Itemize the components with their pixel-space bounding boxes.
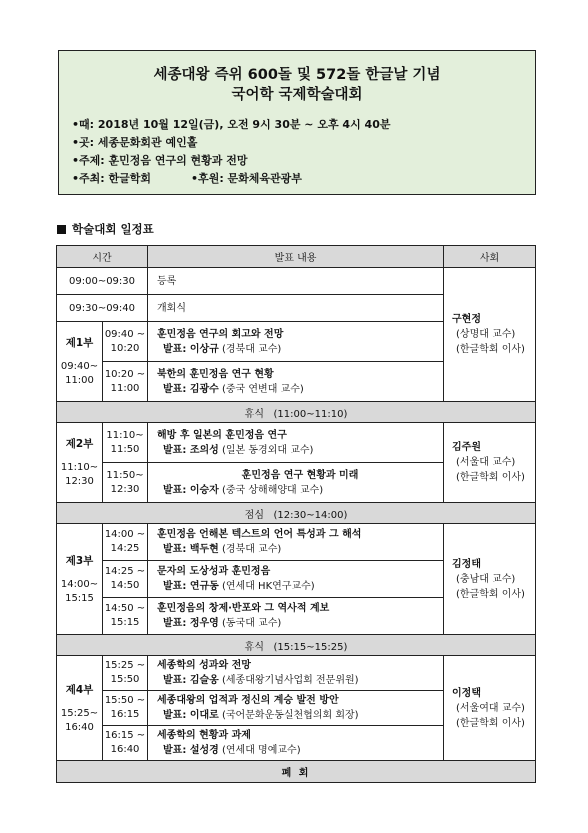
- chair-cell-4: [444, 656, 536, 761]
- presentation-cell: [148, 362, 444, 402]
- speaker-label: 발표:: [163, 343, 190, 355]
- part-name: 제3부: [65, 554, 94, 567]
- break-label: 휴식: [244, 641, 264, 653]
- topic: 북한의 훈민정음 연구 현황: [157, 368, 274, 380]
- speaker-affiliation: (경북대 교수): [222, 544, 282, 555]
- slot-time: [103, 561, 148, 598]
- chair-role: (서울대 교수): [456, 457, 516, 468]
- presentation-cell: [148, 656, 444, 691]
- presentation-cell: [148, 423, 444, 463]
- part-name: 제4부: [65, 683, 94, 696]
- slot-time: [103, 656, 148, 691]
- header-chair: 사회: [444, 246, 536, 268]
- content-cell: [148, 268, 444, 295]
- chair-name: 구현정: [452, 314, 481, 325]
- slot-start: 15:50 ~: [104, 695, 146, 706]
- table-row: [57, 423, 536, 463]
- table-header-row: [57, 246, 536, 268]
- chair-role: (한글학회 이사): [456, 588, 525, 600]
- closing-cell: 폐 회: [57, 761, 536, 783]
- time-cell: 09:30~09:40: [57, 295, 148, 322]
- presentation-cell: [148, 524, 444, 561]
- speaker-line: [157, 579, 443, 594]
- section-title: [57, 221, 154, 237]
- slot-start: 15:25 ~: [104, 660, 146, 671]
- speaker-line: [157, 616, 443, 631]
- chair-role: (한글학회 이사): [456, 472, 525, 483]
- registration-text: 등록: [157, 275, 177, 287]
- speaker-label: 발표:: [163, 383, 190, 395]
- speaker-affiliation: (연세대 HK연구교수): [222, 581, 315, 592]
- speaker-name: 이승자: [189, 484, 219, 496]
- event-title-line2: 국어학 국제학술대회: [231, 87, 363, 103]
- break-time: (11:00~11:10): [273, 408, 348, 420]
- info-place: [72, 134, 197, 150]
- presentation-cell: [148, 561, 444, 598]
- speaker-name: 설성경: [189, 745, 219, 756]
- speaker-name: 김광수: [189, 383, 219, 395]
- slot-time: [103, 726, 148, 761]
- slot-time: [103, 691, 148, 726]
- speaker-line: [157, 342, 443, 357]
- topic: 해방 후 일본의 훈민정음 연구: [157, 429, 287, 441]
- speaker-line: [157, 382, 443, 397]
- opening-ceremony-text: 개회식: [157, 302, 186, 314]
- part-time: 11:10~ 12:30: [60, 462, 99, 487]
- header-content: 발표 내용: [148, 246, 444, 268]
- chair-role: (서울여대 교수): [456, 702, 525, 714]
- slot-start: 11:10~: [106, 429, 144, 441]
- slot-start: 16:15 ~: [104, 730, 146, 741]
- slot-time: [103, 598, 148, 635]
- part-time: 09:40~ 11:00: [60, 361, 99, 386]
- event-title-line1: 세종대왕 즉위 600돌 및 572돌 한글날 기념: [153, 67, 441, 83]
- speaker-affiliation: (일본 동경외대 교수): [222, 444, 314, 456]
- info-sponsor-value: 문화체육관광부: [227, 172, 302, 185]
- info-host-value: 한글학회: [108, 172, 152, 185]
- closing-row: [57, 761, 536, 783]
- topic: 훈민정음의 창제·반포와 그 역사적 계보: [157, 603, 330, 614]
- part-cell: [57, 423, 103, 503]
- slot-end: 15:15: [110, 617, 140, 628]
- break-label: 휴식: [244, 408, 264, 420]
- speaker-name: 정우영: [189, 618, 219, 629]
- speaker-line: [157, 743, 443, 758]
- speaker-name: 연규동: [189, 581, 219, 592]
- info-theme-value: 훈민정음 연구의 현황과 전망: [108, 154, 248, 167]
- topic: 훈민정음 연구의 회고와 전망: [157, 328, 284, 340]
- slot-end: 16:40: [110, 744, 140, 755]
- chair-cell-2: [444, 423, 536, 503]
- slot-end: 10:20: [110, 342, 140, 354]
- table-row: [57, 268, 536, 295]
- speaker-line: [157, 483, 443, 498]
- presentation-cell: [148, 598, 444, 635]
- speaker-affiliation: (중국 연변대 교수): [222, 383, 304, 395]
- speaker-label: 발표:: [163, 675, 190, 686]
- break-row: [57, 402, 536, 423]
- info-theme-label: •주제:: [72, 154, 109, 167]
- slot-time: [103, 362, 148, 402]
- info-host-label: •주최:: [72, 172, 109, 185]
- square-bullet-icon: [57, 225, 66, 234]
- speaker-line: [157, 542, 443, 557]
- speaker-line: [157, 708, 443, 723]
- speaker-label: 발표:: [163, 444, 190, 456]
- speaker-label: 발표:: [163, 484, 190, 496]
- speaker-affiliation: (경북대 교수): [222, 343, 282, 355]
- slot-end: 11:50: [110, 443, 140, 455]
- speaker-affiliation: (연세대 명예교수): [222, 745, 301, 756]
- part-time: 14:00~ 15:15: [60, 578, 99, 604]
- topic: 세종학의 성과와 전망: [157, 660, 251, 671]
- chair-role: (한글학회 이사): [456, 344, 525, 355]
- info-sponsor-label: •후원:: [191, 172, 228, 185]
- speaker-label: 발표:: [163, 710, 190, 721]
- slot-start: 14:50 ~: [104, 603, 146, 614]
- lunch-cell: [57, 503, 536, 524]
- part-cell: [57, 524, 103, 635]
- chair-name: 이정택: [452, 687, 481, 699]
- chair-name: 김주원: [452, 442, 481, 453]
- slot-end: 15:50: [110, 674, 140, 685]
- slot-start: 14:00 ~: [104, 529, 146, 540]
- time-cell: 09:00~09:30: [57, 268, 148, 295]
- info-date: [72, 116, 390, 132]
- presentation-cell: [148, 463, 444, 503]
- part-name: 제1부: [65, 337, 94, 349]
- break-cell: [57, 635, 536, 656]
- speaker-name: 이대로: [189, 710, 219, 721]
- slot-time: [103, 322, 148, 362]
- chair-role: (한글학회 이사): [456, 717, 525, 729]
- slot-time: [103, 423, 148, 463]
- slot-time: [103, 463, 148, 503]
- slot-time: [103, 524, 148, 561]
- info-theme: [72, 152, 248, 168]
- speaker-affiliation: (국어문화운동실천협의회 회장): [222, 710, 359, 721]
- part-cell: [57, 656, 103, 761]
- speaker-name: 조의성: [189, 444, 219, 456]
- speaker-label: 발표:: [163, 544, 190, 555]
- topic: 세종대왕의 업적과 정신의 계승 발전 방안: [157, 695, 339, 706]
- chair-role: (상명대 교수): [456, 329, 516, 340]
- break-time: (12:30~14:00): [273, 509, 348, 521]
- speaker-affiliation: (동국대 교수): [222, 618, 282, 629]
- speaker-name: 백두현: [189, 544, 219, 555]
- break-row: [57, 635, 536, 656]
- content-cell: [148, 295, 444, 322]
- chair-cell-1: [444, 268, 536, 402]
- info-date-label: •때:: [72, 118, 98, 131]
- info-place-label: •곳:: [72, 136, 98, 149]
- speaker-line: [157, 443, 443, 458]
- speaker-label: 발표:: [163, 745, 190, 756]
- header-time: 시간: [57, 246, 148, 268]
- topic: 훈민정음 언해본 텍스트의 언어 특성과 그 해석: [157, 529, 362, 540]
- schedule-table: [56, 245, 536, 783]
- presentation-cell: [148, 691, 444, 726]
- part-name: 제2부: [65, 438, 94, 450]
- slot-end: 14:50: [110, 580, 140, 591]
- presentation-cell: [148, 322, 444, 362]
- slot-end: 16:15: [110, 709, 140, 720]
- break-row: [57, 503, 536, 524]
- info-date-value: 2018년 10월 12일(금), 오전 9시 30분 ~ 오후 4시 40분: [97, 118, 391, 131]
- slot-start: 11:50~: [106, 469, 144, 481]
- speaker-label: 발표:: [163, 581, 190, 592]
- speaker-affiliation: (중국 상해해양대 교수): [222, 484, 324, 496]
- info-place-value: 세종문화회관 예인홀: [97, 136, 198, 149]
- slot-start: 14:25 ~: [104, 566, 146, 577]
- slot-end: 11:00: [110, 382, 140, 394]
- slot-end: 14:25: [110, 543, 140, 554]
- break-cell: [57, 402, 536, 423]
- speaker-line: [157, 673, 443, 688]
- table-row: [57, 656, 536, 691]
- chair-cell-3: [444, 524, 536, 635]
- part-time: 15:25~ 16:40: [60, 707, 99, 733]
- speaker-name: 이상규: [189, 343, 219, 355]
- break-label: 점심: [244, 509, 264, 521]
- chair-role: (충남대 교수): [456, 573, 516, 585]
- table-row: [57, 524, 536, 561]
- speaker-affiliation: (세종대왕기념사업회 전문위원): [222, 675, 359, 686]
- topic: 훈민정음 연구 현황과 미래: [241, 469, 359, 481]
- slot-end: 12:30: [110, 483, 140, 495]
- info-host: [72, 170, 302, 186]
- chair-name: 김정태: [452, 558, 481, 570]
- topic: 문자의 도상성과 훈민정음: [157, 566, 271, 577]
- section-title-text: 학술대회 일정표: [72, 222, 154, 236]
- slot-start: 10:20 ~: [104, 368, 146, 380]
- topic: 세종학의 현황과 과제: [157, 730, 251, 741]
- slot-start: 09:40 ~: [104, 328, 146, 340]
- speaker-label: 발표:: [163, 618, 190, 629]
- break-time: (15:15~15:25): [273, 641, 348, 653]
- part-cell: [57, 322, 103, 402]
- speaker-name: 김슬옹: [189, 675, 219, 686]
- presentation-cell: [148, 726, 444, 761]
